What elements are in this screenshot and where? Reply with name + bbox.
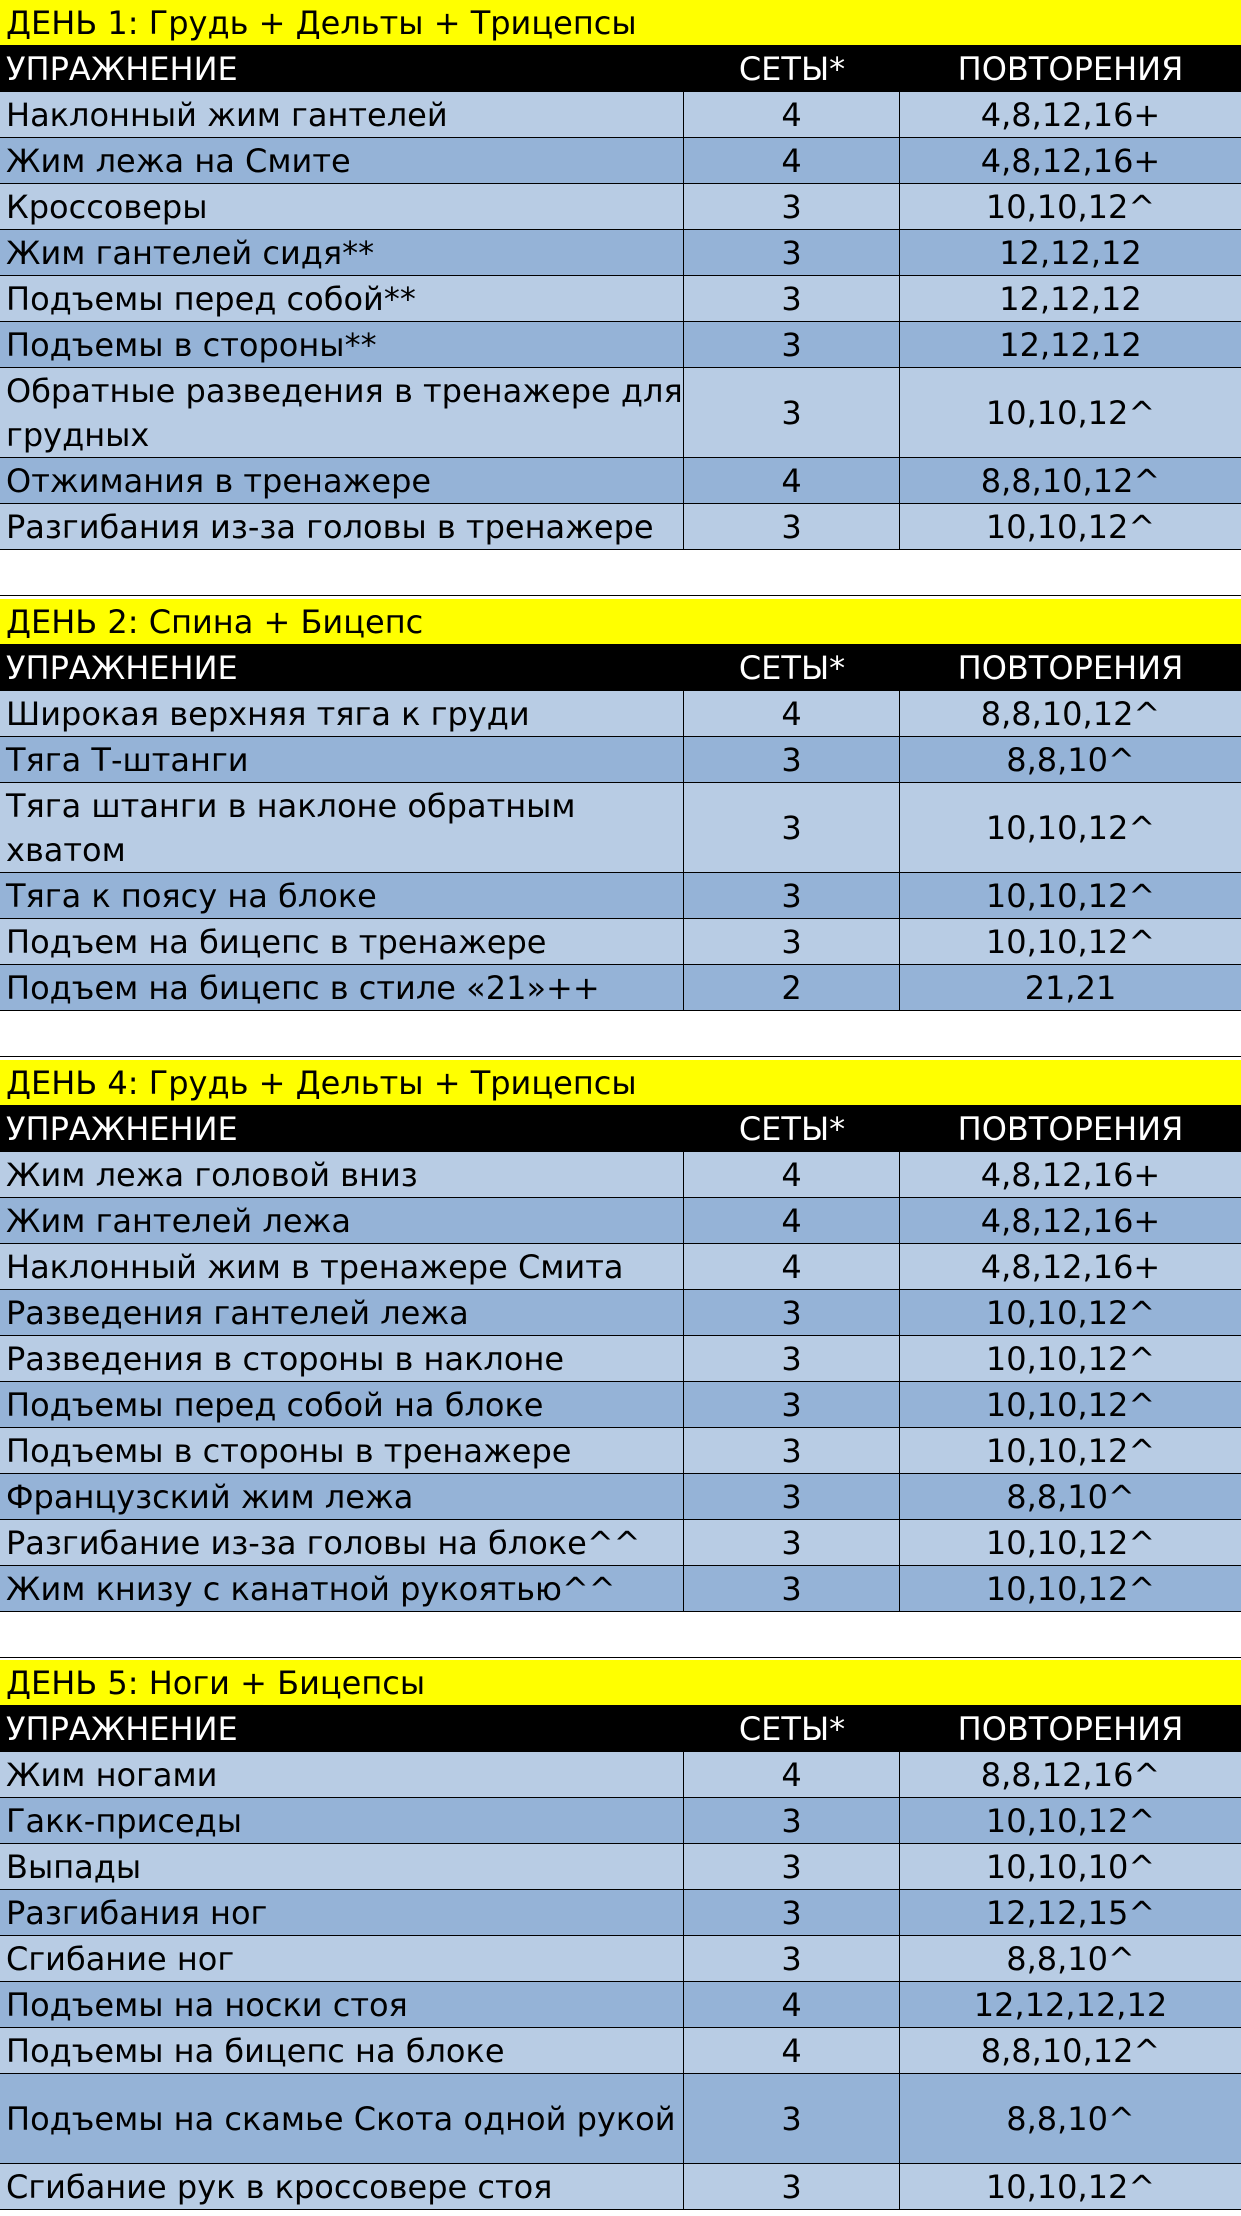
table-row xyxy=(0,1428,1241,1474)
exercise-name: Разгибание из-за головы на блоке^^ xyxy=(0,1520,684,1566)
reps-scheme: 4,8,12,16+ xyxy=(900,1198,1241,1244)
exercise-name: Подъемы в стороны в тренажере xyxy=(0,1428,684,1474)
exercise-name: Французский жим лежа xyxy=(0,1474,684,1520)
sets-count: 3 xyxy=(684,322,900,368)
table-row xyxy=(0,92,1241,138)
reps-scheme: 4,8,12,16+ xyxy=(900,92,1241,138)
header-reps: ПОВТОРЕНИЯ xyxy=(957,1710,1184,1748)
reps-scheme: 8,8,10,12^ xyxy=(900,691,1241,737)
exercise-name: Широкая верхняя тяга к груди xyxy=(0,691,684,737)
reps-scheme: 12,12,12,12 xyxy=(900,1982,1241,2028)
reps-scheme: 8,8,10,12^ xyxy=(900,458,1241,504)
reps-scheme: 10,10,12^ xyxy=(900,504,1241,550)
header-exercise: УПРАЖНЕНИЕ xyxy=(6,50,238,88)
sets-count: 3 xyxy=(684,230,900,276)
reps-scheme: 10,10,12^ xyxy=(900,1290,1241,1336)
table-header xyxy=(0,1106,1241,1152)
table-row xyxy=(0,276,1241,322)
sets-count: 3 xyxy=(684,1290,900,1336)
exercise-name: Тяга Т-штанги xyxy=(0,737,684,783)
day-title: ДЕНЬ 4: Грудь + Дельты + Трицепсы xyxy=(6,1063,637,1102)
sets-count: 3 xyxy=(684,1566,900,1612)
reps-scheme: 10,10,12^ xyxy=(900,1520,1241,1566)
sets-count: 3 xyxy=(684,1428,900,1474)
table-row xyxy=(0,458,1241,504)
day-title: ДЕНЬ 5: Ноги + Бицепсы xyxy=(6,1663,426,1702)
exercise-name: Подъемы на носки стоя xyxy=(0,1982,684,2028)
exercise-name: Сгибание рук в кроссовере стоя xyxy=(0,2164,684,2210)
reps-scheme: 8,8,10^ xyxy=(900,1474,1241,1520)
table-row xyxy=(0,368,1241,458)
reps-scheme: 10,10,12^ xyxy=(900,1428,1241,1474)
exercise-name: Подъем на бицепс в тренажере xyxy=(0,919,684,965)
table-header xyxy=(0,1706,1241,1752)
exercise-name: Подъемы перед собой на блоке xyxy=(0,1382,684,1428)
table-row xyxy=(0,1382,1241,1428)
table-row xyxy=(0,919,1241,965)
table-row xyxy=(0,1936,1241,1982)
table-row xyxy=(0,1474,1241,1520)
table-row xyxy=(0,184,1241,230)
sets-count: 3 xyxy=(684,1936,900,1982)
table-row xyxy=(0,2074,1241,2164)
reps-scheme: 10,10,12^ xyxy=(900,1566,1241,1612)
exercise-name: Подъемы на бицепс на блоке xyxy=(0,2028,684,2074)
sets-count: 4 xyxy=(684,1982,900,2028)
day-title-bar xyxy=(0,599,1241,645)
table-row xyxy=(0,1198,1241,1244)
exercise-name: Подъемы на скамье Скота одной рукой xyxy=(0,2074,684,2164)
sets-count: 3 xyxy=(684,1890,900,1936)
sets-count: 3 xyxy=(684,504,900,550)
reps-scheme: 10,10,12^ xyxy=(900,1336,1241,1382)
reps-scheme: 8,8,10^ xyxy=(900,1936,1241,1982)
exercise-name: Сгибание ног xyxy=(0,1936,684,1982)
sets-count: 2 xyxy=(684,965,900,1011)
day-title-bar xyxy=(0,1660,1241,1706)
exercise-name: Жим книзу с канатной рукоятью^^ xyxy=(0,1566,684,1612)
header-reps: ПОВТОРЕНИЯ xyxy=(957,50,1184,88)
day-title: ДЕНЬ 2: Спина + Бицепс xyxy=(6,602,424,641)
table-row xyxy=(0,138,1241,184)
sets-count: 3 xyxy=(684,1474,900,1520)
reps-scheme: 12,12,12 xyxy=(900,276,1241,322)
sets-count: 3 xyxy=(684,184,900,230)
table-row xyxy=(0,783,1241,873)
table-row xyxy=(0,691,1241,737)
table-row xyxy=(0,1890,1241,1936)
sets-count: 3 xyxy=(684,873,900,919)
reps-scheme: 10,10,12^ xyxy=(900,2164,1241,2210)
table-row xyxy=(0,2164,1241,2210)
exercise-name: Тяга штанги в наклоне обратным хватом xyxy=(0,783,684,873)
sets-count: 4 xyxy=(684,458,900,504)
exercise-name: Наклонный жим в тренажере Смита xyxy=(0,1244,684,1290)
sets-count: 3 xyxy=(684,368,900,458)
sets-count: 3 xyxy=(684,2164,900,2210)
sets-count: 4 xyxy=(684,1198,900,1244)
reps-scheme: 10,10,12^ xyxy=(900,184,1241,230)
table-row xyxy=(0,322,1241,368)
exercise-name: Жим лежа головой вниз xyxy=(0,1152,684,1198)
sets-count: 4 xyxy=(684,1752,900,1798)
reps-scheme: 8,8,10,12^ xyxy=(900,2028,1241,2074)
reps-scheme: 4,8,12,16+ xyxy=(900,1244,1241,1290)
exercise-name: Подъемы перед собой** xyxy=(0,276,684,322)
table-row xyxy=(0,1152,1241,1198)
header-sets: СЕТЫ* xyxy=(738,1110,846,1148)
reps-scheme: 8,8,10^ xyxy=(900,2074,1241,2164)
exercise-name: Тяга к поясу на блоке xyxy=(0,873,684,919)
day-title-bar xyxy=(0,1060,1241,1106)
exercise-name: Разгибания ног xyxy=(0,1890,684,1936)
sets-count: 3 xyxy=(684,1336,900,1382)
day-title-bar xyxy=(0,0,1241,46)
reps-scheme: 10,10,12^ xyxy=(900,783,1241,873)
sets-count: 4 xyxy=(684,1244,900,1290)
exercise-name: Разведения в стороны в наклоне xyxy=(0,1336,684,1382)
table-header xyxy=(0,645,1241,691)
table-row xyxy=(0,1752,1241,1798)
table-row xyxy=(0,1244,1241,1290)
sets-count: 3 xyxy=(684,783,900,873)
table-row xyxy=(0,1798,1241,1844)
sets-count: 3 xyxy=(684,2074,900,2164)
sets-count: 3 xyxy=(684,1798,900,1844)
reps-scheme: 8,8,12,16^ xyxy=(900,1752,1241,1798)
header-exercise: УПРАЖНЕНИЕ xyxy=(6,1710,238,1748)
exercise-name: Жим гантелей лежа xyxy=(0,1198,684,1244)
header-reps: ПОВТОРЕНИЯ xyxy=(957,649,1184,687)
sets-count: 3 xyxy=(684,276,900,322)
table-row xyxy=(0,1982,1241,2028)
exercise-name: Жим ногами xyxy=(0,1752,684,1798)
table-row xyxy=(0,504,1241,550)
sets-count: 4 xyxy=(684,138,900,184)
header-sets: СЕТЫ* xyxy=(738,50,846,88)
header-reps: ПОВТОРЕНИЯ xyxy=(957,1110,1184,1148)
reps-scheme: 4,8,12,16+ xyxy=(900,1152,1241,1198)
table-row xyxy=(0,2028,1241,2074)
exercise-name: Подъемы в стороны** xyxy=(0,322,684,368)
exercise-name: Отжимания в тренажере xyxy=(0,458,684,504)
table-row xyxy=(0,1844,1241,1890)
sets-count: 4 xyxy=(684,691,900,737)
table-row xyxy=(0,1336,1241,1382)
exercise-name: Выпады xyxy=(0,1844,684,1890)
sets-count: 4 xyxy=(684,1152,900,1198)
reps-scheme: 12,12,12 xyxy=(900,322,1241,368)
section-gap xyxy=(0,1612,1241,1658)
reps-scheme: 12,12,15^ xyxy=(900,1890,1241,1936)
table-row xyxy=(0,1566,1241,1612)
exercise-name: Кроссоверы xyxy=(0,184,684,230)
reps-scheme: 10,10,12^ xyxy=(900,368,1241,458)
table-header xyxy=(0,46,1241,92)
table-row xyxy=(0,1520,1241,1566)
section-gap xyxy=(0,550,1241,596)
sets-count: 3 xyxy=(684,1520,900,1566)
reps-scheme: 4,8,12,16+ xyxy=(900,138,1241,184)
reps-scheme: 10,10,12^ xyxy=(900,919,1241,965)
exercise-name: Жим лежа на Смите xyxy=(0,138,684,184)
exercise-name: Разгибания из-за головы в тренажере xyxy=(0,504,684,550)
header-exercise: УПРАЖНЕНИЕ xyxy=(6,649,238,687)
exercise-name: Гакк-приседы xyxy=(0,1798,684,1844)
table-row xyxy=(0,965,1241,1011)
header-sets: СЕТЫ* xyxy=(738,1710,846,1748)
sets-count: 3 xyxy=(684,919,900,965)
sets-count: 3 xyxy=(684,1844,900,1890)
exercise-name: Обратные разведения в тренажере для грудных xyxy=(0,368,684,458)
header-sets: СЕТЫ* xyxy=(738,649,846,687)
exercise-name: Жим гантелей сидя** xyxy=(0,230,684,276)
reps-scheme: 8,8,10^ xyxy=(900,737,1241,783)
table-row xyxy=(0,230,1241,276)
reps-scheme: 12,12,12 xyxy=(900,230,1241,276)
sets-count: 3 xyxy=(684,737,900,783)
sets-count: 4 xyxy=(684,2028,900,2074)
exercise-name: Наклонный жим гантелей xyxy=(0,92,684,138)
reps-scheme: 10,10,12^ xyxy=(900,1798,1241,1844)
table-row xyxy=(0,737,1241,783)
reps-scheme: 10,10,10^ xyxy=(900,1844,1241,1890)
header-exercise: УПРАЖНЕНИЕ xyxy=(6,1110,238,1148)
reps-scheme: 21,21 xyxy=(900,965,1241,1011)
sets-count: 3 xyxy=(684,1382,900,1428)
exercise-name: Разведения гантелей лежа xyxy=(0,1290,684,1336)
table-row xyxy=(0,873,1241,919)
exercise-name: Подъем на бицепс в стиле «21»++ xyxy=(0,965,684,1011)
reps-scheme: 10,10,12^ xyxy=(900,1382,1241,1428)
sets-count: 4 xyxy=(684,92,900,138)
day-title: ДЕНЬ 1: Грудь + Дельты + Трицепсы xyxy=(6,3,637,42)
table-row xyxy=(0,1290,1241,1336)
reps-scheme: 10,10,12^ xyxy=(900,873,1241,919)
section-gap xyxy=(0,1011,1241,1057)
